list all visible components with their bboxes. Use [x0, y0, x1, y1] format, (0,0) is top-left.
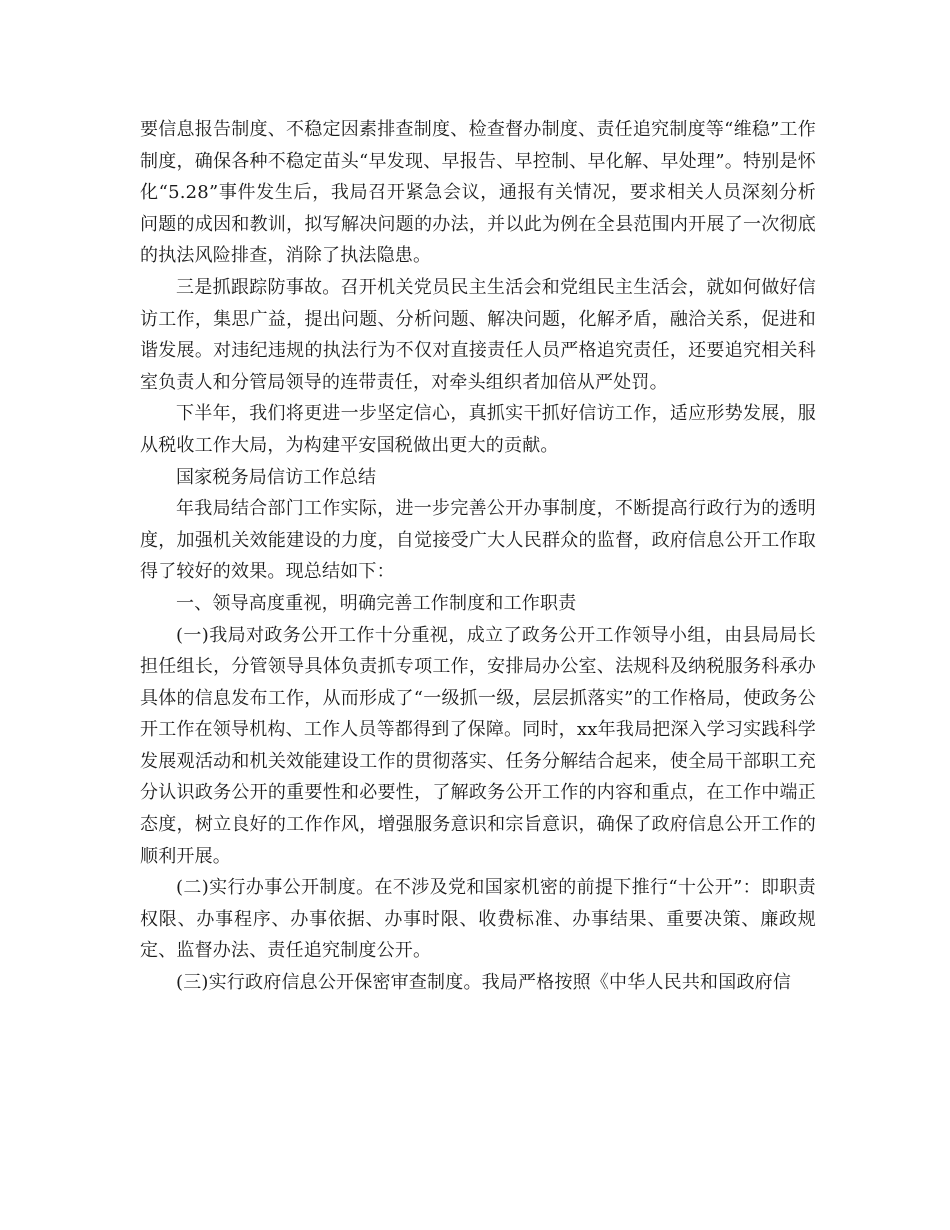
- section-title: 国家税务局信访工作总结: [176, 466, 377, 488]
- paragraph-weiwen-system: 要信息报告制度、不稳定因素排查制度、检查督办制度、责任追究制度等“维稳”工作制度，确保各种不稳定苗头“早发现、早报告、早控制、早化解、早处理”。特别是怀化“5.28”事件发生后，我局召开紧急会议，通报有关情况，要求相关人员深刻分析问题的成因和教训，拟写解决问题的办法，并以此为例在全县范围内开展了一次彻底的执法风险排查，消除了执法隐患。: [140, 119, 816, 267]
- paragraph-intro: 年我局结合部门工作实际，进一步完善公开办事制度，不断提高行政行为的透明度，加强机关效能建设的力度，自觉接受广大人民群众的监督，政府信息公开工作取得了较好的效果。现总结如下：: [140, 498, 816, 583]
- paragraph-item-2: (二)实行办事公开制度。在不涉及党和国家机密的前提下推行“十公开”：即职责权限、办事程序、办事依据、办事时限、收费标准、办事结果、重要决策、廉政规定、监督办法、责任追究制度公开。: [140, 877, 816, 962]
- heading-leadership: 一、领导高度重视，明确完善工作制度和工作职责: [176, 592, 577, 614]
- paragraph-tracking-accidents: 三是抓跟踪防事故。召开机关党员民主生活会和党组民主生活会，就如何做好信访工作，集思广益，提出问题、分析问题、解决问题，化解矛盾，融洽关系，促进和谐发展。对违纪违规的执法行为不仅对直接责任人员严格追究责任，还要追究相关科室负责人和分管局领导的连带责任，对牵头组织者加倍从严处罚。: [140, 276, 816, 393]
- document-body: [140, 114, 816, 999]
- paragraph-item-3: (三)实行政府信息公开保密审查制度。我局严格按照《中华人民共和国政府信: [176, 972, 792, 994]
- paragraph-item-1: (一)我局对政务公开工作十分重视，成立了政务公开工作领导小组，由县局局长担任组长，分管领导具体负责抓专项工作，安排局办公室、法规科及纳税服务科承办具体的信息发布工作，从而形成了“一级抓一级，层层抓落实”的工作格局，使政务公开工作在领导机构、工作人员等都得到了保障。同时，xx年我局把深入学习实践科学发展观活动和机关效能建设工作的贯彻落实、任务分解结合起来，使全局干部职工充分认识政务公开的重要性和必要性，了解政务公开工作的内容和重点，在工作中端正态度，树立良好的工作作风，增强服务意识和宗旨意识，确保了政府信息公开工作的顺利开展。: [140, 624, 816, 867]
- paragraph-second-half-plan: 下半年，我们将更进一步坚定信心，真抓实干抓好信访工作，适应形势发展，服从税收工作大局，为构建平安国税做出更大的贡献。: [140, 403, 816, 456]
